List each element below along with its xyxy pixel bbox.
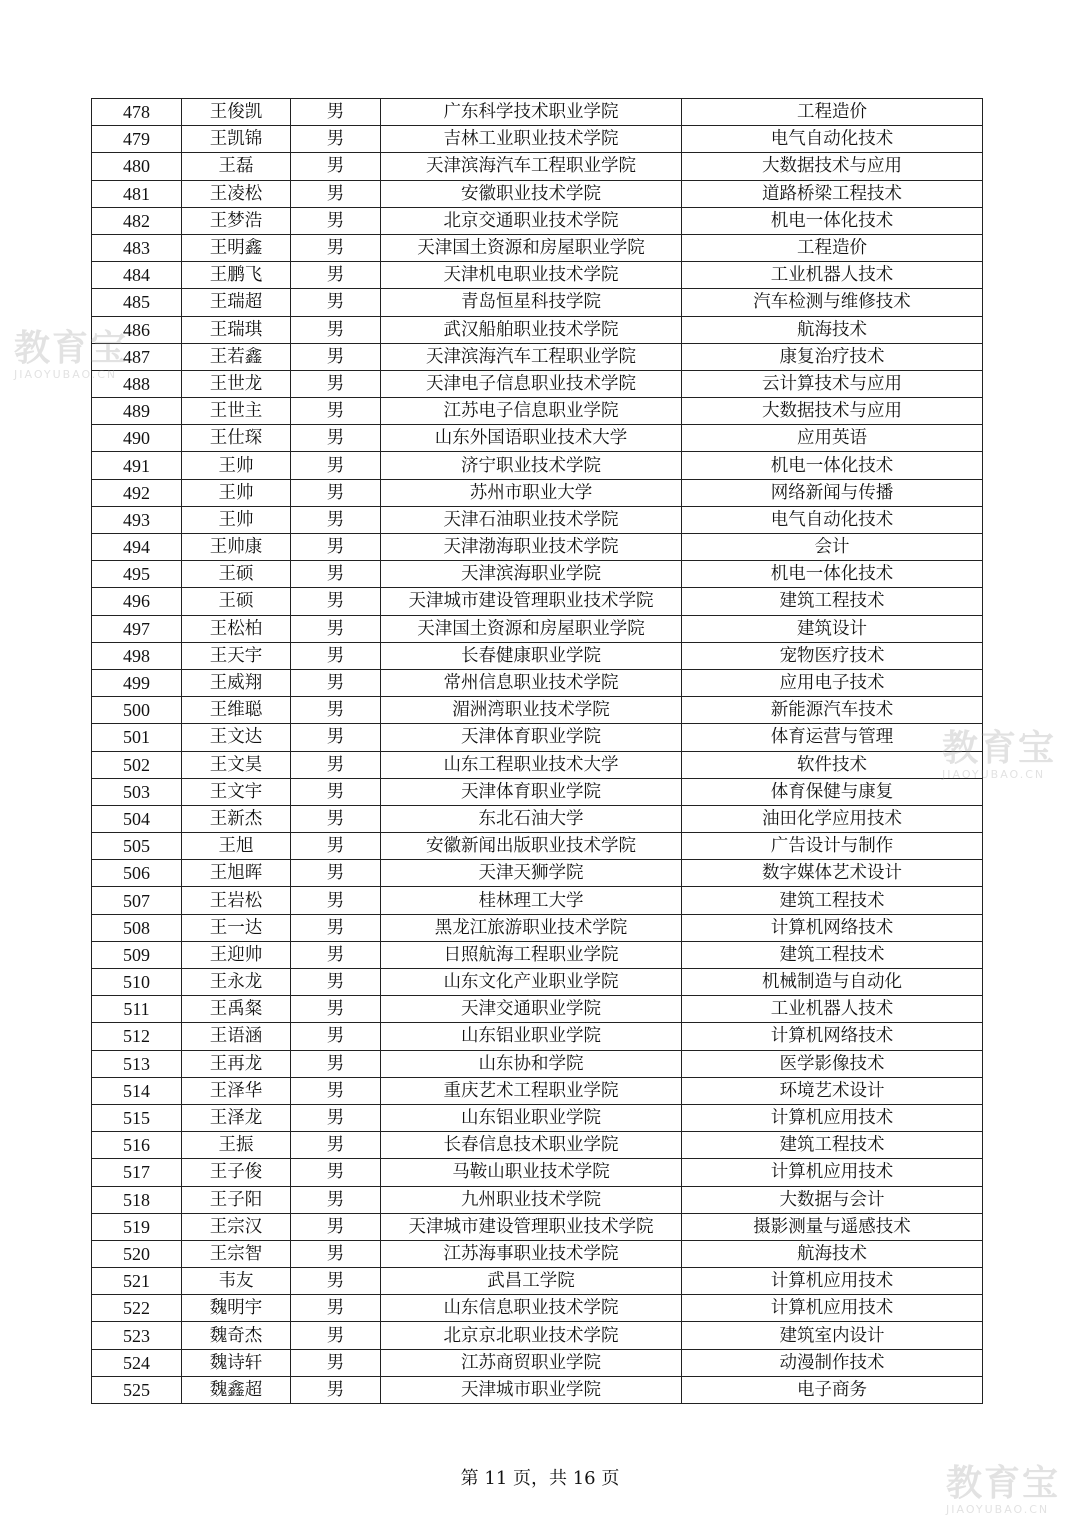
row-number: 509	[92, 941, 182, 968]
row-number: 516	[92, 1132, 182, 1159]
student-name: 王泽龙	[182, 1104, 291, 1131]
school-name: 天津滨海职业学院	[381, 561, 682, 588]
table-row	[92, 969, 983, 996]
watermark-en: JIAOYUBAO.CN	[946, 1503, 1050, 1516]
row-number: 523	[92, 1322, 182, 1349]
major-name: 大数据技术与应用	[682, 153, 983, 180]
row-number: 494	[92, 534, 182, 561]
student-name: 王硕	[182, 561, 291, 588]
school-name: 山东信息职业技术学院	[381, 1295, 682, 1322]
major-name: 云计算技术与应用	[682, 370, 983, 397]
student-name: 王旭	[182, 833, 291, 860]
major-name: 软件技术	[682, 751, 983, 778]
major-name: 康复治疗技术	[682, 343, 983, 370]
table-row	[92, 1023, 983, 1050]
gender: 男	[291, 751, 381, 778]
school-name: 天津天狮学院	[381, 860, 682, 887]
student-name: 王凌松	[182, 180, 291, 207]
table-row	[92, 506, 983, 533]
table-row	[92, 316, 983, 343]
student-name: 王松柏	[182, 615, 291, 642]
student-name: 王振	[182, 1132, 291, 1159]
school-name: 长春信息技术职业学院	[381, 1132, 682, 1159]
gender: 男	[291, 1077, 381, 1104]
row-number: 491	[92, 452, 182, 479]
major-name: 建筑工程技术	[682, 941, 983, 968]
major-name: 会计	[682, 534, 983, 561]
table-row	[92, 914, 983, 941]
table-row	[92, 1376, 983, 1403]
row-number: 500	[92, 697, 182, 724]
student-name: 王文昊	[182, 751, 291, 778]
school-name: 武昌工学院	[381, 1268, 682, 1295]
student-name: 王泽华	[182, 1077, 291, 1104]
major-name: 摄影测量与遥感技术	[682, 1213, 983, 1240]
table-row	[92, 1186, 983, 1213]
school-name: 日照航海工程职业学院	[381, 941, 682, 968]
major-name: 电子商务	[682, 1376, 983, 1403]
table-row	[92, 996, 983, 1023]
major-name: 工程造价	[682, 234, 983, 261]
student-name: 王子俊	[182, 1159, 291, 1186]
row-number: 497	[92, 615, 182, 642]
gender: 男	[291, 343, 381, 370]
row-number: 505	[92, 833, 182, 860]
student-name: 王永龙	[182, 969, 291, 996]
student-name: 王梦浩	[182, 207, 291, 234]
school-name: 山东外国语职业技术大学	[381, 425, 682, 452]
student-name: 王硕	[182, 588, 291, 615]
table-row	[92, 99, 983, 126]
major-name: 计算机应用技术	[682, 1104, 983, 1131]
school-name: 北京交通职业技术学院	[381, 207, 682, 234]
row-number: 484	[92, 262, 182, 289]
gender: 男	[291, 262, 381, 289]
school-name: 天津体育职业学院	[381, 724, 682, 751]
row-number: 508	[92, 914, 182, 941]
school-name: 江苏海事职业技术学院	[381, 1240, 682, 1267]
major-name: 建筑室内设计	[682, 1322, 983, 1349]
table-row	[92, 941, 983, 968]
student-name: 王文达	[182, 724, 291, 751]
row-number: 517	[92, 1159, 182, 1186]
major-name: 数字媒体艺术设计	[682, 860, 983, 887]
gender: 男	[291, 615, 381, 642]
row-number: 496	[92, 588, 182, 615]
gender: 男	[291, 1186, 381, 1213]
school-name: 天津电子信息职业技术学院	[381, 370, 682, 397]
school-name: 天津滨海汽车工程职业学院	[381, 343, 682, 370]
table-row	[92, 1349, 983, 1376]
gender: 男	[291, 805, 381, 832]
table-row	[92, 887, 983, 914]
row-number: 520	[92, 1240, 182, 1267]
gender: 男	[291, 1023, 381, 1050]
watermark-cn: 教育宝	[942, 728, 1057, 769]
school-name: 济宁职业技术学院	[381, 452, 682, 479]
row-number: 482	[92, 207, 182, 234]
gender: 男	[291, 153, 381, 180]
table-row	[92, 234, 983, 261]
school-name: 常州信息职业技术学院	[381, 669, 682, 696]
table-row	[92, 561, 983, 588]
student-name: 魏奇杰	[182, 1322, 291, 1349]
student-name: 王新杰	[182, 805, 291, 832]
row-number: 504	[92, 805, 182, 832]
gender: 男	[291, 778, 381, 805]
table-row	[92, 534, 983, 561]
row-number: 486	[92, 316, 182, 343]
row-number: 519	[92, 1213, 182, 1240]
major-name: 计算机网络技术	[682, 914, 983, 941]
student-name: 王磊	[182, 153, 291, 180]
table-row	[92, 452, 983, 479]
major-name: 道路桥梁工程技术	[682, 180, 983, 207]
row-number: 524	[92, 1349, 182, 1376]
school-name: 天津城市建设管理职业技术学院	[381, 1213, 682, 1240]
school-name: 天津渤海职业技术学院	[381, 534, 682, 561]
student-name: 王明鑫	[182, 234, 291, 261]
student-name: 王世主	[182, 398, 291, 425]
table-row	[92, 289, 983, 316]
school-name: 桂林理工大学	[381, 887, 682, 914]
row-number: 498	[92, 642, 182, 669]
student-name: 王宗汉	[182, 1213, 291, 1240]
school-name: 湄洲湾职业技术学院	[381, 697, 682, 724]
student-name: 王旭晖	[182, 860, 291, 887]
table-row	[92, 153, 983, 180]
student-name: 王凯锦	[182, 126, 291, 153]
table-row	[92, 697, 983, 724]
major-name: 机械制造与自动化	[682, 969, 983, 996]
row-number: 501	[92, 724, 182, 751]
gender: 男	[291, 1240, 381, 1267]
table-row	[92, 126, 983, 153]
major-name: 航海技术	[682, 1240, 983, 1267]
gender: 男	[291, 1376, 381, 1403]
gender: 男	[291, 1159, 381, 1186]
major-name: 建筑工程技术	[682, 887, 983, 914]
table-row	[92, 1213, 983, 1240]
school-name: 山东文化产业职业学院	[381, 969, 682, 996]
major-name: 广告设计与制作	[682, 833, 983, 860]
school-name: 山东铝业职业学院	[381, 1023, 682, 1050]
major-name: 环境艺术设计	[682, 1077, 983, 1104]
student-name: 王子阳	[182, 1186, 291, 1213]
major-name: 大数据与会计	[682, 1186, 983, 1213]
major-name: 新能源汽车技术	[682, 697, 983, 724]
student-name: 王鹏飞	[182, 262, 291, 289]
row-number: 481	[92, 180, 182, 207]
row-number: 495	[92, 561, 182, 588]
row-number: 489	[92, 398, 182, 425]
table-row	[92, 1240, 983, 1267]
major-name: 电气自动化技术	[682, 126, 983, 153]
gender: 男	[291, 425, 381, 452]
gender: 男	[291, 207, 381, 234]
major-name: 医学影像技术	[682, 1050, 983, 1077]
school-name: 山东工程职业技术大学	[381, 751, 682, 778]
school-name: 北京京北职业技术学院	[381, 1322, 682, 1349]
table-row	[92, 1322, 983, 1349]
school-name: 广东科学技术职业学院	[381, 99, 682, 126]
roster-table	[91, 98, 983, 1404]
major-name: 体育保健与康复	[682, 778, 983, 805]
row-number: 499	[92, 669, 182, 696]
student-name: 王瑞琪	[182, 316, 291, 343]
major-name: 应用英语	[682, 425, 983, 452]
table-row	[92, 1104, 983, 1131]
major-name: 体育运营与管理	[682, 724, 983, 751]
gender: 男	[291, 669, 381, 696]
student-name: 王文宇	[182, 778, 291, 805]
gender: 男	[291, 534, 381, 561]
table-row	[92, 370, 983, 397]
table-row	[92, 1295, 983, 1322]
major-name: 建筑工程技术	[682, 588, 983, 615]
gender: 男	[291, 289, 381, 316]
gender: 男	[291, 1268, 381, 1295]
school-name: 天津城市职业学院	[381, 1376, 682, 1403]
major-name: 机电一体化技术	[682, 452, 983, 479]
school-name: 天津国土资源和房屋职业学院	[381, 234, 682, 261]
table-row	[92, 1268, 983, 1295]
gender: 男	[291, 1104, 381, 1131]
major-name: 汽车检测与维修技术	[682, 289, 983, 316]
major-name: 工业机器人技术	[682, 262, 983, 289]
table-row	[92, 751, 983, 778]
gender: 男	[291, 234, 381, 261]
student-name: 王岩松	[182, 887, 291, 914]
student-name: 王帅	[182, 506, 291, 533]
school-name: 东北石油大学	[381, 805, 682, 832]
student-name: 魏鑫超	[182, 1376, 291, 1403]
major-name: 计算机网络技术	[682, 1023, 983, 1050]
watermark-en: JIAOYUBAO.CN	[942, 768, 1046, 781]
student-name: 王威翔	[182, 669, 291, 696]
student-name: 王若鑫	[182, 343, 291, 370]
row-number: 490	[92, 425, 182, 452]
gender: 男	[291, 180, 381, 207]
major-name: 机电一体化技术	[682, 207, 983, 234]
gender: 男	[291, 914, 381, 941]
gender: 男	[291, 316, 381, 343]
watermark-cn: 教育宝	[14, 328, 129, 369]
table-row	[92, 398, 983, 425]
row-number: 514	[92, 1077, 182, 1104]
school-name: 山东协和学院	[381, 1050, 682, 1077]
student-name: 王帅	[182, 479, 291, 506]
school-name: 天津城市建设管理职业技术学院	[381, 588, 682, 615]
school-name: 天津机电职业技术学院	[381, 262, 682, 289]
major-name: 应用电子技术	[682, 669, 983, 696]
table-row	[92, 180, 983, 207]
gender: 男	[291, 697, 381, 724]
gender: 男	[291, 99, 381, 126]
gender: 男	[291, 1349, 381, 1376]
student-name: 王瑞超	[182, 289, 291, 316]
gender: 男	[291, 561, 381, 588]
school-name: 天津滨海汽车工程职业学院	[381, 153, 682, 180]
row-number: 492	[92, 479, 182, 506]
school-name: 天津体育职业学院	[381, 778, 682, 805]
student-name: 王世龙	[182, 370, 291, 397]
gender: 男	[291, 1322, 381, 1349]
student-name: 王禹粲	[182, 996, 291, 1023]
major-name: 建筑工程技术	[682, 1132, 983, 1159]
school-name: 天津交通职业学院	[381, 996, 682, 1023]
gender: 男	[291, 887, 381, 914]
gender: 男	[291, 126, 381, 153]
gender: 男	[291, 1295, 381, 1322]
table-row	[92, 833, 983, 860]
row-number: 507	[92, 887, 182, 914]
row-number: 506	[92, 860, 182, 887]
row-number: 483	[92, 234, 182, 261]
gender: 男	[291, 506, 381, 533]
row-number: 515	[92, 1104, 182, 1131]
student-name: 魏明宇	[182, 1295, 291, 1322]
row-number: 479	[92, 126, 182, 153]
school-name: 九州职业技术学院	[381, 1186, 682, 1213]
table-row	[92, 778, 983, 805]
student-name: 王宗智	[182, 1240, 291, 1267]
major-name: 电气自动化技术	[682, 506, 983, 533]
table-row	[92, 805, 983, 832]
table-row	[92, 1050, 983, 1077]
roster-body	[92, 99, 983, 1404]
student-name: 王天宇	[182, 642, 291, 669]
major-name: 计算机应用技术	[682, 1268, 983, 1295]
major-name: 建筑设计	[682, 615, 983, 642]
row-number: 487	[92, 343, 182, 370]
school-name: 安徽新闻出版职业技术学院	[381, 833, 682, 860]
gender: 男	[291, 941, 381, 968]
gender: 男	[291, 1132, 381, 1159]
row-number: 518	[92, 1186, 182, 1213]
row-number: 478	[92, 99, 182, 126]
table-row	[92, 669, 983, 696]
table-row	[92, 1132, 983, 1159]
gender: 男	[291, 479, 381, 506]
major-name: 计算机应用技术	[682, 1159, 983, 1186]
school-name: 江苏商贸职业学院	[381, 1349, 682, 1376]
gender: 男	[291, 1050, 381, 1077]
row-number: 512	[92, 1023, 182, 1050]
student-name: 韦友	[182, 1268, 291, 1295]
school-name: 马鞍山职业技术学院	[381, 1159, 682, 1186]
gender: 男	[291, 370, 381, 397]
gender: 男	[291, 833, 381, 860]
school-name: 青岛恒星科技学院	[381, 289, 682, 316]
student-name: 王一达	[182, 914, 291, 941]
table-row	[92, 479, 983, 506]
school-name: 重庆艺术工程职业学院	[381, 1077, 682, 1104]
table-row	[92, 262, 983, 289]
school-name: 天津石油职业技术学院	[381, 506, 682, 533]
row-number: 480	[92, 153, 182, 180]
major-name: 计算机应用技术	[682, 1295, 983, 1322]
row-number: 502	[92, 751, 182, 778]
school-name: 长春健康职业学院	[381, 642, 682, 669]
school-name: 安徽职业技术学院	[381, 180, 682, 207]
watermark-en: JIAOYUBAO.CN	[14, 368, 118, 381]
gender: 男	[291, 724, 381, 751]
student-name: 王维聪	[182, 697, 291, 724]
major-name: 动漫制作技术	[682, 1349, 983, 1376]
table-row	[92, 425, 983, 452]
watermark-cn: 教育宝	[946, 1463, 1061, 1504]
student-name: 王帅康	[182, 534, 291, 561]
table-row	[92, 588, 983, 615]
gender: 男	[291, 969, 381, 996]
table-row	[92, 207, 983, 234]
row-number: 503	[92, 778, 182, 805]
table-row	[92, 724, 983, 751]
school-name: 天津国土资源和房屋职业学院	[381, 615, 682, 642]
row-number: 485	[92, 289, 182, 316]
school-name: 苏州市职业大学	[381, 479, 682, 506]
table-row	[92, 1077, 983, 1104]
row-number: 521	[92, 1268, 182, 1295]
major-name: 宠物医疗技术	[682, 642, 983, 669]
student-name: 王帅	[182, 452, 291, 479]
school-name: 黑龙江旅游职业技术学院	[381, 914, 682, 941]
row-number: 513	[92, 1050, 182, 1077]
gender: 男	[291, 452, 381, 479]
major-name: 网络新闻与传播	[682, 479, 983, 506]
student-name: 王仕琛	[182, 425, 291, 452]
row-number: 511	[92, 996, 182, 1023]
student-name: 魏诗轩	[182, 1349, 291, 1376]
school-name: 山东铝业职业学院	[381, 1104, 682, 1131]
student-name: 王语涵	[182, 1023, 291, 1050]
table-row	[92, 615, 983, 642]
row-number: 488	[92, 370, 182, 397]
row-number: 525	[92, 1376, 182, 1403]
table-row	[92, 343, 983, 370]
gender: 男	[291, 398, 381, 425]
school-name: 吉林工业职业技术学院	[381, 126, 682, 153]
major-name: 工业机器人技术	[682, 996, 983, 1023]
school-name: 江苏电子信息职业学院	[381, 398, 682, 425]
major-name: 机电一体化技术	[682, 561, 983, 588]
table-row	[92, 860, 983, 887]
table-row	[92, 642, 983, 669]
table-row	[92, 1159, 983, 1186]
major-name: 油田化学应用技术	[682, 805, 983, 832]
major-name: 航海技术	[682, 316, 983, 343]
gender: 男	[291, 642, 381, 669]
major-name: 工程造价	[682, 99, 983, 126]
gender: 男	[291, 860, 381, 887]
row-number: 510	[92, 969, 182, 996]
row-number: 522	[92, 1295, 182, 1322]
school-name: 武汉船舶职业技术学院	[381, 316, 682, 343]
page-footer: 第 11 页，共 16 页	[460, 1468, 620, 1489]
student-name: 王再龙	[182, 1050, 291, 1077]
major-name: 大数据技术与应用	[682, 398, 983, 425]
student-name: 王俊凯	[182, 99, 291, 126]
gender: 男	[291, 1213, 381, 1240]
student-name: 王迎帅	[182, 941, 291, 968]
row-number: 493	[92, 506, 182, 533]
gender: 男	[291, 996, 381, 1023]
gender: 男	[291, 588, 381, 615]
